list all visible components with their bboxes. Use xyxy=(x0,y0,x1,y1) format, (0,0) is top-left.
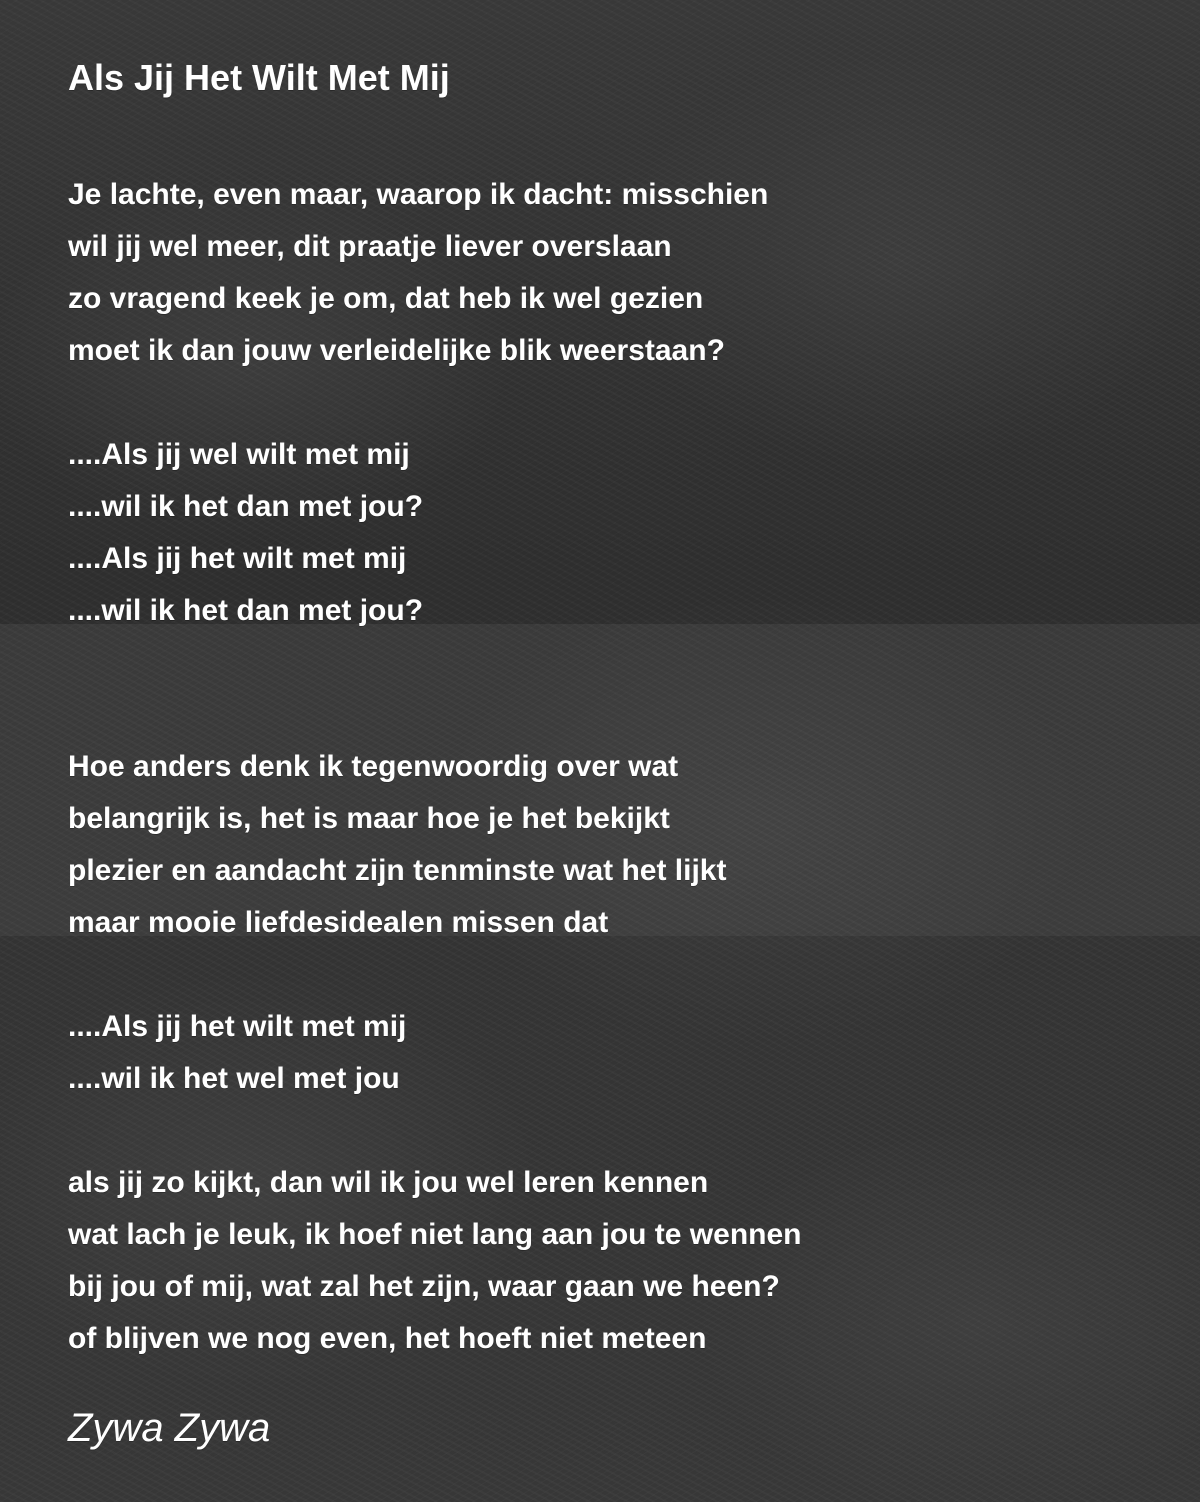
poem-line: belangrijk is, het is maar hoe je het bekijkt xyxy=(68,802,670,835)
poem-line: of blijven we nog even, het hoeft niet meteen xyxy=(68,1322,707,1355)
poem-line: ....wil ik het dan met jou? xyxy=(68,594,424,627)
poem-line: Hoe anders denk ik tegenwoordig over wat xyxy=(68,750,679,783)
poem-line: bij jou of mij, wat zal het zijn, waar gaan we heen? xyxy=(68,1270,780,1303)
poem-line: Je lachte, even maar, waarop ik dacht: misschien xyxy=(68,178,769,211)
poem-line: zo vragend keek je om, dat heb ik wel gezien xyxy=(68,282,704,315)
poem-line: ....Als jij wel wilt met mij xyxy=(68,438,410,471)
poem-line: ....Als jij het wilt met mij xyxy=(68,542,407,575)
poem-line: ....Als jij het wilt met mij xyxy=(68,1010,407,1043)
poem-line: plezier en aandacht zijn tenminste wat het lijkt xyxy=(68,854,727,887)
poem-line: moet ik dan jouw verleidelijke blik weerstaan? xyxy=(68,334,725,367)
poem-line: ....wil ik het wel met jou xyxy=(68,1062,400,1095)
stanza-gap xyxy=(68,1105,1148,1157)
stanza-gap xyxy=(68,689,1148,741)
poem-body xyxy=(68,169,1148,1365)
stanza-gap xyxy=(68,949,1148,1001)
stanza-gap xyxy=(68,637,1148,689)
poem-content xyxy=(68,50,1148,1365)
poem-line: als jij zo kijkt, dan wil ik jou wel leren kennen xyxy=(68,1166,709,1199)
poem-line: ....wil ik het dan met jou? xyxy=(68,490,424,523)
poem-line: wil jij wel meer, dit praatje liever overslaan xyxy=(68,230,672,263)
poem-line: maar mooie liefdesidealen missen dat xyxy=(68,906,609,939)
poem-line: wat lach je leuk, ik hoef niet lang aan jou te wennen xyxy=(68,1218,802,1251)
poem-author: Zywa Zywa xyxy=(68,1406,271,1450)
poem-title: Als Jij Het Wilt Met Mij xyxy=(68,57,450,98)
stanza-gap xyxy=(68,377,1148,429)
